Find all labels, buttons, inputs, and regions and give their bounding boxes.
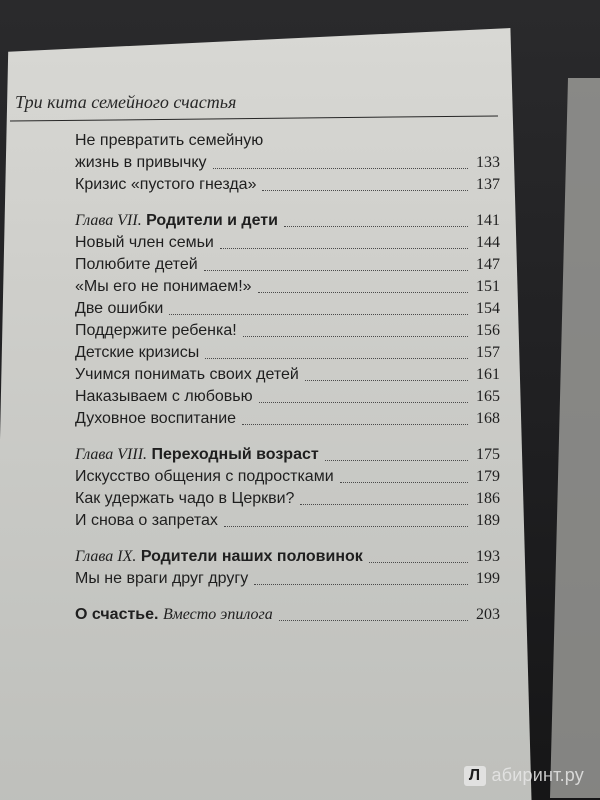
toc-entry	[75, 568, 500, 590]
toc-chapter-heading	[75, 546, 500, 568]
toc-chapter-heading	[75, 444, 500, 466]
dot-leader	[279, 620, 468, 621]
spacer	[75, 532, 500, 546]
epilogue-title: О счастье.	[75, 606, 159, 623]
toc-entry	[75, 510, 500, 532]
toc-page-number: 133	[476, 154, 500, 171]
toc-entry-title: Детские кризисы	[75, 344, 200, 361]
toc-entry-title: Духовное воспитание	[75, 410, 237, 427]
dot-leader	[213, 168, 468, 169]
adjacent-page-edge	[550, 78, 600, 798]
toc-page-number: 151	[476, 278, 500, 295]
spacer	[75, 196, 500, 210]
toc-page-number: 147	[476, 256, 500, 273]
toc-page-number: 144	[476, 234, 500, 251]
dot-leader	[220, 248, 468, 249]
toc-entry-title: Наказываем с любовью	[75, 388, 253, 405]
toc-entry-title: Кризис «пустого гнезда»	[75, 176, 257, 193]
chapter-label: Глава VII.	[75, 212, 142, 229]
chapter-title: Родители и дети	[146, 212, 278, 229]
toc-page-number: 186	[476, 490, 500, 507]
dot-leader	[325, 460, 468, 461]
toc-page-number: 203	[476, 606, 500, 623]
toc-page-number: 165	[476, 388, 500, 405]
dot-leader	[169, 314, 468, 315]
dot-leader	[242, 424, 468, 425]
chapter-label: Глава VIII.	[75, 446, 148, 463]
chapter-label: Глава IX.	[75, 548, 137, 565]
toc-entry-title: Поддержите ребенка!	[75, 322, 237, 339]
dot-leader	[369, 562, 468, 563]
toc-page-number: 199	[476, 570, 500, 587]
toc-entry-title: И снова о запретах	[75, 512, 218, 529]
toc-entry	[75, 232, 500, 254]
dot-leader	[224, 526, 468, 527]
dot-leader	[262, 190, 468, 191]
toc-entry	[75, 320, 500, 342]
toc-entry-title: Две ошибки	[75, 300, 164, 317]
toc-entry	[75, 276, 500, 298]
dot-leader	[243, 336, 468, 337]
running-head: Три кита семейного счастья	[15, 92, 237, 112]
watermark	[464, 765, 584, 786]
chapter-heading-text	[75, 210, 284, 232]
toc-page-number: 157	[476, 344, 500, 361]
toc-entry	[75, 342, 500, 364]
toc-entry-title: Учимся понимать своих детей	[75, 366, 299, 383]
toc-epilogue	[75, 604, 500, 626]
toc-entry-title: Полюбите детей	[75, 256, 198, 273]
toc-page-number: 156	[476, 322, 500, 339]
toc-page-number: 168	[476, 410, 500, 427]
toc-page-number: 189	[476, 512, 500, 529]
spacer	[75, 590, 500, 604]
toc-entry-title: «Мы его не понимаем!»	[75, 278, 252, 295]
toc-entry	[75, 254, 500, 276]
toc-page-number: 193	[476, 548, 500, 565]
toc-page-number: 137	[476, 176, 500, 193]
toc-page-number: 161	[476, 366, 500, 383]
toc-entry-title: Новый член семьи	[75, 234, 214, 251]
table-of-contents	[75, 130, 500, 626]
dot-leader	[284, 226, 468, 227]
dot-leader	[205, 358, 468, 359]
chapter-title: Родители наших половинок	[140, 548, 363, 565]
toc-entry-title: жизнь в привычку	[75, 154, 207, 171]
chapter-title: Переходный возраст	[151, 446, 319, 463]
toc-chapter-heading	[75, 210, 500, 232]
toc-entry	[75, 364, 500, 386]
toc-entry	[75, 386, 500, 408]
labirint-logo-icon: Л	[464, 766, 486, 786]
toc-entry	[75, 488, 500, 510]
epilogue-heading-text	[75, 604, 279, 626]
chapter-heading-text	[75, 444, 325, 466]
toc-entry	[75, 408, 500, 430]
toc-entry	[75, 298, 500, 320]
toc-entry	[75, 174, 500, 196]
toc-entry-title: Искусство общения с подростками	[75, 468, 334, 485]
toc-entry-title: Мы не враги друг другу	[75, 570, 249, 587]
dot-leader	[259, 402, 468, 403]
toc-page-number: 154	[476, 300, 500, 317]
dot-leader	[254, 584, 468, 585]
toc-entry	[75, 466, 500, 488]
watermark-text: абиринт.ру	[491, 765, 584, 785]
toc-page-number: 179	[476, 468, 500, 485]
toc-entry-title: Как удержать чадо в Церкви?	[75, 490, 295, 507]
dot-leader	[204, 270, 468, 271]
chapter-heading-text	[75, 546, 369, 568]
toc-entry-line1: Не превратить семейную	[75, 132, 264, 149]
dot-leader	[340, 482, 468, 483]
toc-page-number: 141	[476, 212, 500, 229]
dot-leader	[300, 504, 468, 505]
toc-entry	[75, 152, 500, 174]
toc-page-number: 175	[476, 446, 500, 463]
epilogue-subtitle: Вместо эпилога	[162, 606, 273, 623]
dot-leader	[305, 380, 468, 381]
dot-leader	[258, 292, 468, 293]
spacer	[75, 430, 500, 444]
